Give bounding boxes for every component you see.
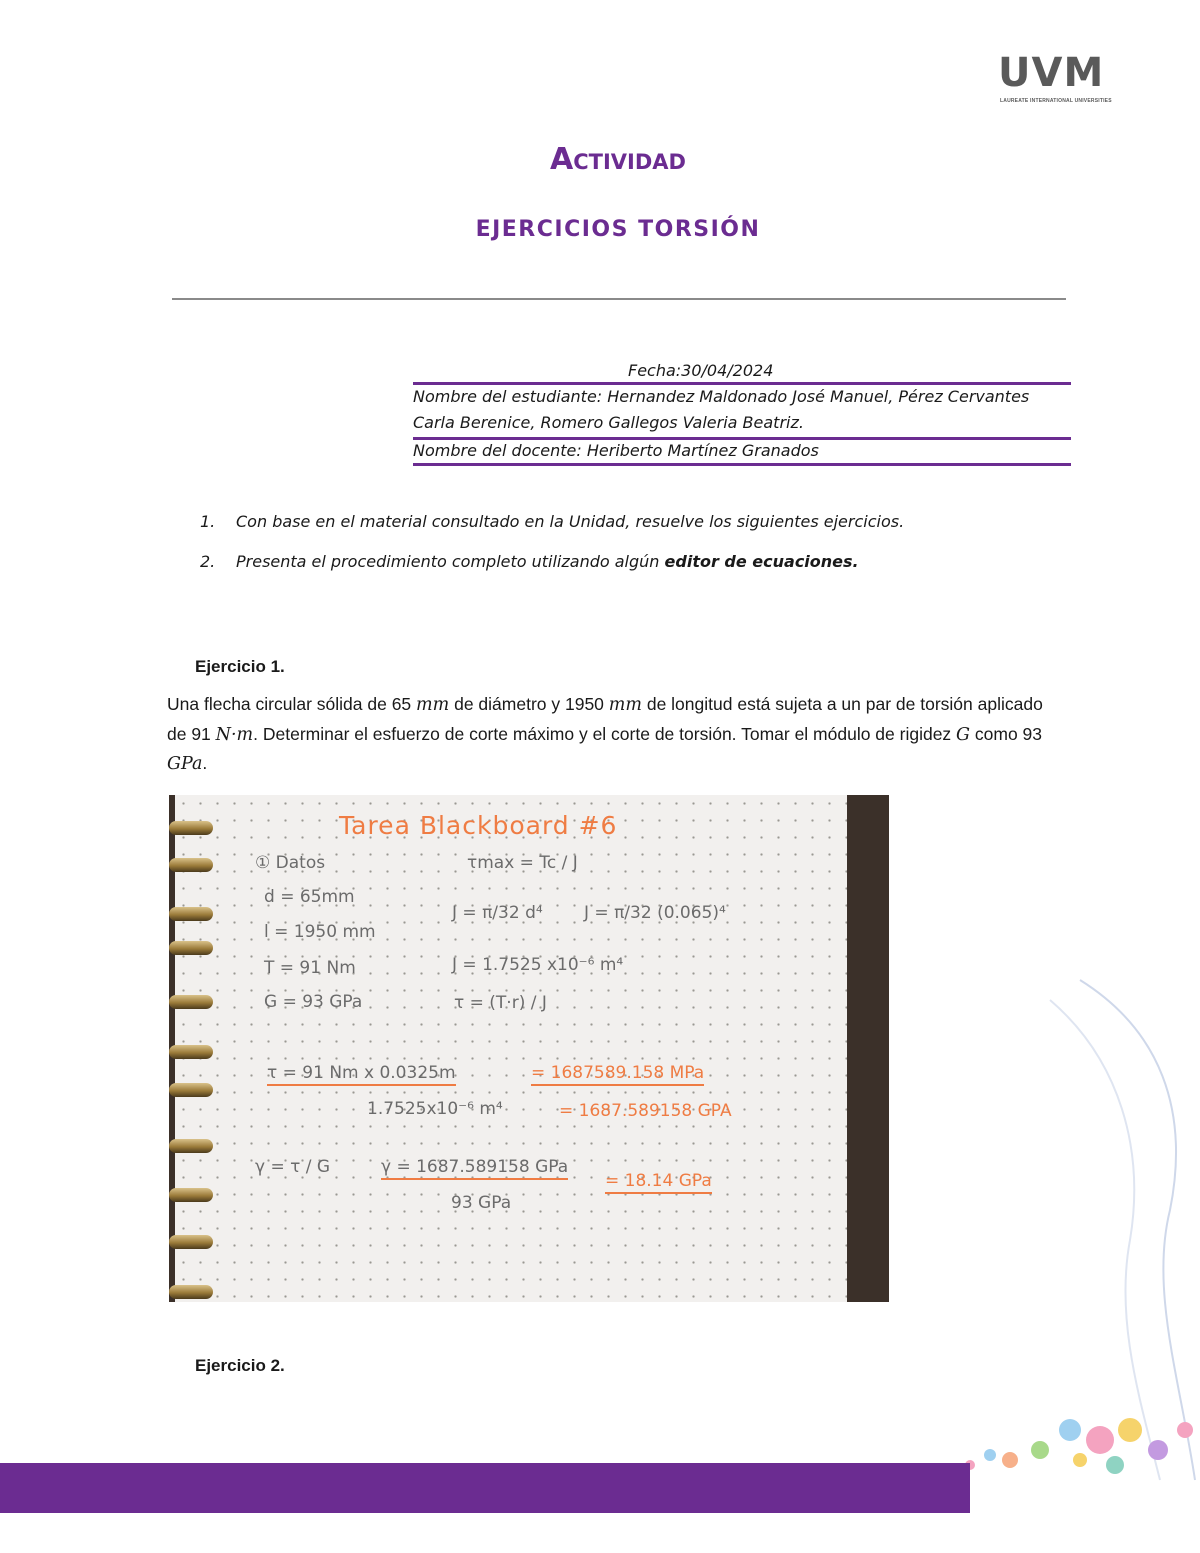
page-subtitle: EJERCICIOS TORSIÓN (475, 217, 761, 242)
spiral-ring (169, 907, 213, 921)
spiral-ring (169, 1045, 213, 1059)
footer-stripe (0, 1513, 970, 1515)
hw-g: G = 93 GPa (264, 992, 363, 1012)
spiral-ring (169, 1235, 213, 1249)
student-field: Nombre del estudiante: Hernandez Maldonado José Manuel, Pérez Cervantes Carla Berenice, Romero Gallegos Valeria Beatriz. (413, 384, 1071, 440)
spiral-ring (169, 858, 213, 872)
instruction-text: Con base en el material consultado en la Unidad, resuelve los siguientes ejercicios. (236, 512, 905, 531)
hw-gamma-denominator: 93 GPa (451, 1193, 512, 1213)
instruction-number: 1. (200, 512, 216, 531)
page-title: Actividad (550, 142, 686, 177)
notebook-photo (169, 795, 889, 1302)
hw-tau-denominator: 1.7525x10⁻⁶ m⁴ (367, 1099, 503, 1119)
logo-name: UVM (998, 50, 1105, 96)
logo-tagline: LAUREATE INTERNATIONAL UNIVERSITIES (1000, 98, 1112, 104)
hw-tau-numerator: τ = 91 Nm x 0.0325m (267, 1063, 456, 1083)
instruction-1 (200, 512, 904, 531)
decorative-floral-graphic (930, 960, 1200, 1520)
hw-tmax: τmax = Tc / J (467, 853, 578, 873)
instruction-text: Presenta el procedimiento completo utilizando algún (236, 552, 665, 571)
spiral-ring (169, 1285, 213, 1299)
hw-j-value: J = 1.7525 x10⁻⁶ m⁴ (452, 955, 624, 975)
spiral-ring (169, 995, 213, 1009)
date-field: Fecha:30/04/2024 (413, 358, 1071, 385)
spiral-ring (169, 1188, 213, 1202)
instruction-number: 2. (200, 552, 216, 571)
uvm-logo (998, 50, 1122, 108)
hw-tau-result-gpa: = 1687.589158 GPA (559, 1101, 732, 1121)
hw-tau-result: = 1687589.158 MPa (531, 1063, 704, 1083)
spiral-ring (169, 941, 213, 955)
spiral-ring (169, 821, 213, 835)
exercise-2-label: Ejercicio 2. (195, 1356, 285, 1375)
hw-datos: ① Datos (255, 853, 326, 873)
hw-tau-formula: τ = (T·r) / J (454, 993, 547, 1013)
hw-j-formula: J = π/32 d⁴ (452, 903, 543, 923)
spiral-ring (169, 1083, 213, 1097)
spiral-ring (169, 1139, 213, 1153)
hw-l: l = 1950 mm (264, 922, 376, 942)
hw-gamma-result: = 18.14 GPa (605, 1171, 712, 1191)
divider (172, 298, 1066, 300)
hw-d: d = 65mm (264, 887, 355, 907)
instruction-bold-text: editor de ecuaciones. (664, 552, 859, 571)
exercise-1-statement: Una flecha circular sólida de 65 mm de diámetro y 1950 mm de longitud está sujeta a un par de torsión aplicado de 91 N·m. Determinar el esfuerzo de corte máximo y el corte de torsión. Tomar el módulo de rigidez G como 93 GPa. (167, 694, 1043, 774)
hw-gamma-formula: γ = τ / G (255, 1157, 331, 1177)
hw-j-substitution: J = π/32 (0.065)⁴ (584, 903, 726, 923)
hw-gamma-numerator: γ = 1687.589158 GPa (381, 1157, 568, 1177)
teacher-field: Nombre del docente: Heriberto Martínez Granados (413, 438, 1071, 466)
hw-t: T = 91 Nm (264, 958, 356, 978)
footer-bar (0, 1463, 970, 1513)
notebook-title: Tarea Blackboard #6 (339, 811, 618, 840)
instruction-2 (200, 552, 859, 571)
exercise-1-label: Ejercicio 1. (195, 657, 285, 676)
